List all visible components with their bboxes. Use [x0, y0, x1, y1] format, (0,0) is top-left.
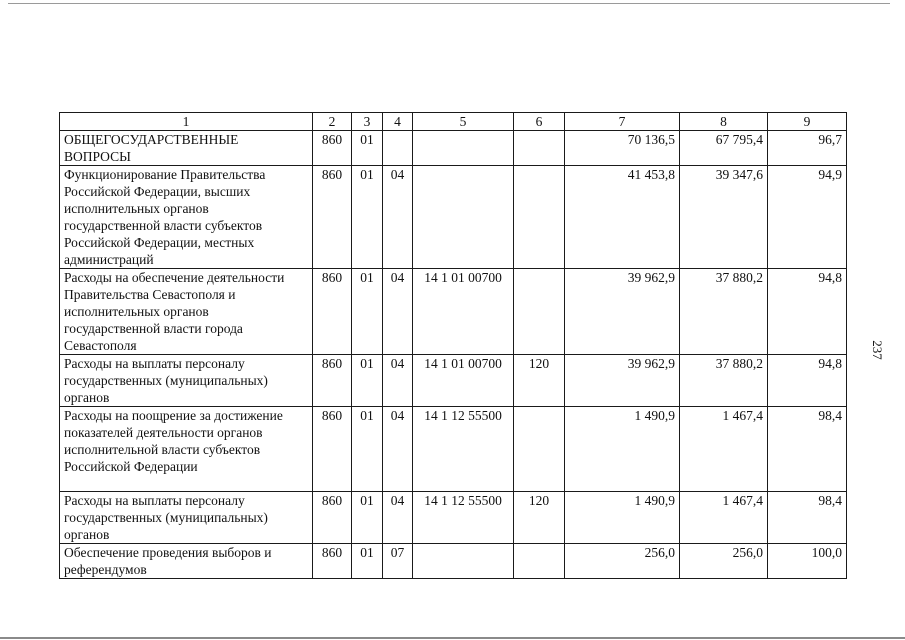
fact-amount: 67 795,4 — [680, 131, 768, 166]
table-row — [60, 269, 847, 355]
subsection-code: 04 — [383, 407, 413, 492]
execution-percent: 94,8 — [768, 269, 847, 355]
admin-code: 860 — [313, 407, 352, 492]
fact-amount: 39 347,6 — [680, 166, 768, 269]
expense-type-code — [514, 269, 565, 355]
header-col-7: 7 — [565, 113, 680, 131]
admin-code: 860 — [313, 355, 352, 407]
header-col-2: 2 — [313, 113, 352, 131]
fact-amount: 37 880,2 — [680, 269, 768, 355]
expense-name: Обеспечение проведения выборов и референдумов — [60, 544, 313, 579]
section-code: 01 — [352, 355, 383, 407]
target-item-code: 14 1 01 00700 — [413, 355, 514, 407]
table-header — [60, 113, 847, 131]
header-col-5: 5 — [413, 113, 514, 131]
scan-edge-bottom — [0, 637, 905, 639]
expense-type-code — [514, 544, 565, 579]
fact-amount: 1 467,4 — [680, 407, 768, 492]
plan-amount: 39 962,9 — [565, 269, 680, 355]
admin-code: 860 — [313, 269, 352, 355]
execution-percent: 94,9 — [768, 166, 847, 269]
execution-percent: 96,7 — [768, 131, 847, 166]
table-row — [60, 492, 847, 544]
budget-table — [59, 112, 847, 579]
section-code: 01 — [352, 407, 383, 492]
subsection-code — [383, 131, 413, 166]
execution-percent: 98,4 — [768, 407, 847, 492]
table-row — [60, 407, 847, 492]
header-col-8: 8 — [680, 113, 768, 131]
target-item-code: 14 1 12 55500 — [413, 407, 514, 492]
target-item-code: 14 1 01 00700 — [413, 269, 514, 355]
expense-name: Расходы на выплаты персоналу государственных (муниципальных) органов — [60, 492, 313, 544]
admin-code: 860 — [313, 131, 352, 166]
execution-percent: 98,4 — [768, 492, 847, 544]
plan-amount: 1 490,9 — [565, 492, 680, 544]
table-row — [60, 166, 847, 269]
section-code: 01 — [352, 544, 383, 579]
table-row — [60, 355, 847, 407]
section-code: 01 — [352, 492, 383, 544]
fact-amount: 1 467,4 — [680, 492, 768, 544]
plan-amount: 70 136,5 — [565, 131, 680, 166]
subsection-code: 04 — [383, 355, 413, 407]
plan-amount: 1 490,9 — [565, 407, 680, 492]
execution-percent: 94,8 — [768, 355, 847, 407]
table-row — [60, 544, 847, 579]
subsection-code: 04 — [383, 269, 413, 355]
fact-amount: 37 880,2 — [680, 355, 768, 407]
header-col-4: 4 — [383, 113, 413, 131]
expense-name: Функционирование Правительства Российской Федерации, высших исполнительных органов государственной власти субъектов Российской Федерации, местных администраций — [60, 166, 313, 269]
table-row — [60, 131, 847, 166]
expense-type-code — [514, 407, 565, 492]
admin-code: 860 — [313, 492, 352, 544]
header-col-3: 3 — [352, 113, 383, 131]
plan-amount: 39 962,9 — [565, 355, 680, 407]
expense-type-code: 120 — [514, 355, 565, 407]
expense-type-code: 120 — [514, 492, 565, 544]
section-code: 01 — [352, 166, 383, 269]
expense-type-code — [514, 131, 565, 166]
subsection-code: 04 — [383, 166, 413, 269]
section-code: 01 — [352, 131, 383, 166]
table-body — [60, 131, 847, 579]
scan-edge-top — [8, 3, 890, 4]
expense-name: Расходы на выплаты персоналу государственных (муниципальных) органов — [60, 355, 313, 407]
target-item-code — [413, 544, 514, 579]
header-col-9: 9 — [768, 113, 847, 131]
header-col-1: 1 — [60, 113, 313, 131]
target-item-code — [413, 131, 514, 166]
section-code: 01 — [352, 269, 383, 355]
page-number: 237 — [870, 340, 885, 360]
expense-type-code — [514, 166, 565, 269]
admin-code: 860 — [313, 544, 352, 579]
plan-amount: 41 453,8 — [565, 166, 680, 269]
target-item-code — [413, 166, 514, 269]
fact-amount: 256,0 — [680, 544, 768, 579]
target-item-code: 14 1 12 55500 — [413, 492, 514, 544]
plan-amount: 256,0 — [565, 544, 680, 579]
subsection-code: 07 — [383, 544, 413, 579]
expense-name: ОБЩЕГОСУДАРСТВЕННЫЕ ВОПРОСЫ — [60, 131, 313, 166]
execution-percent: 100,0 — [768, 544, 847, 579]
admin-code: 860 — [313, 166, 352, 269]
expense-name: Расходы на поощрение за достижение показателей деятельности органов исполнительной власти субъектов Российской Федерации — [60, 407, 313, 492]
header-col-6: 6 — [514, 113, 565, 131]
expense-name: Расходы на обеспечение деятельности Правительства Севастополя и исполнительных органов государственной власти города Севастополя — [60, 269, 313, 355]
header-row — [60, 113, 847, 131]
subsection-code: 04 — [383, 492, 413, 544]
